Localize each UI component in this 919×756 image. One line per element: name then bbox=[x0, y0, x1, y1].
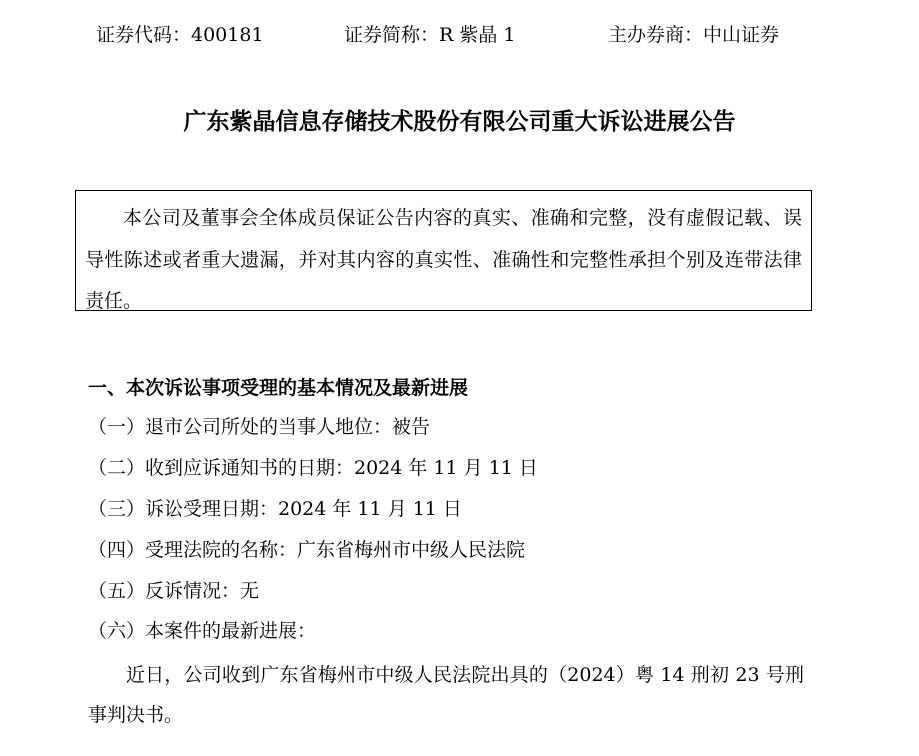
list-item-counterclaim: （五）反诉情况：无 bbox=[88, 580, 260, 602]
section-heading-litigation-status: 一、本次诉讼事项受理的基本情况及最新进展 bbox=[88, 377, 469, 399]
sponsor-broker: 主办券商：中山证券 bbox=[608, 24, 780, 46]
list-item-latest-progress: （六）本案件的最新进展： bbox=[88, 620, 317, 642]
list-item-court-name: （四）受理法院的名称：广东省梅州市中级人民法院 bbox=[88, 539, 526, 561]
list-item-notice-received-date: （二）收到应诉通知书的日期：2024 年 11 月 11 日 bbox=[88, 457, 538, 479]
security-abbreviation: 证券简称：R 紫晶 1 bbox=[344, 24, 516, 46]
board-guarantee-notice: 本公司及董事会全体成员保证公告内容的真实、准确和完整，没有虚假记载、误导性陈述或者重大遗漏，并对其内容的真实性、准确性和完整性承担个别及连带法律责任。 bbox=[75, 190, 812, 311]
security-code: 证券代码：400181 bbox=[96, 24, 264, 46]
latest-progress-paragraph: 近日，公司收到广东省梅州市中级人民法院出具的（2024）粤 14 刑初 23 号刑事判决书。 bbox=[88, 664, 804, 726]
list-item-party-status: （一）退市公司所处的当事人地位：被告 bbox=[88, 416, 431, 438]
list-item-acceptance-date: （三）诉讼受理日期：2024 年 11 月 11 日 bbox=[88, 498, 462, 520]
security-info-header bbox=[0, 20, 919, 50]
announcement-title: 广东紫晶信息存储技术股份有限公司重大诉讼进展公告 bbox=[183, 108, 736, 135]
